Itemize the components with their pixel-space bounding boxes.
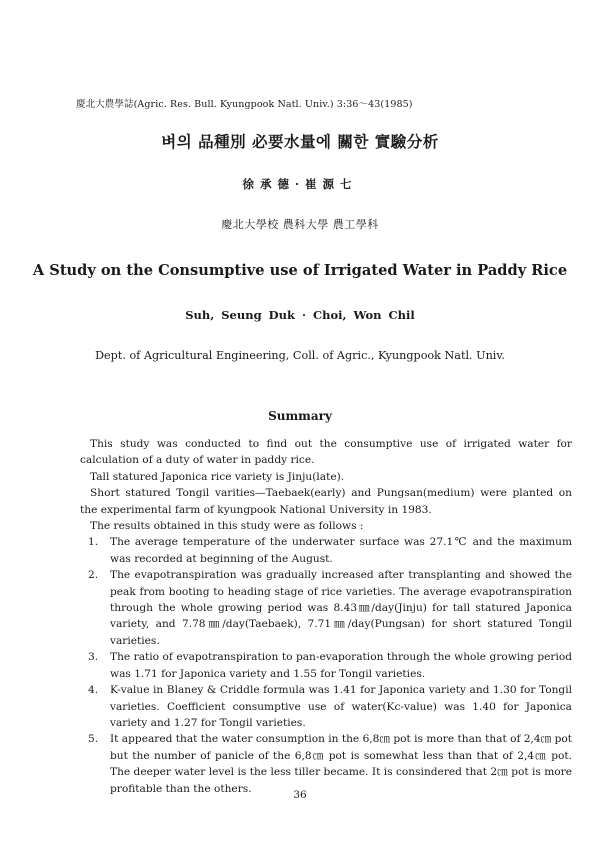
result-text: The evapotranspiration was gradually increased after transplanting and showed the peak from booting to heading stage of rice varieties. The average evapotranspiration through the whole growing period was 8.43㎜/day(Jinju) for tall statured Japonica variety, and 7.78㎜/day(Taebaek), 7.71㎜/day(Pungsan) for short statured Tongil varieties. [110,569,572,647]
summary-intro: This study was conducted to find out the consumptive use of irrigated water for calculation of a duty of water in paddy rice. [80,438,572,467]
result-number: 3. [88,651,99,664]
affiliation-english: Dept. of Agricultural Engineering, Coll. of Agric., Kyungpook Natl. Univ. [95,349,505,362]
result-item [80,731,572,797]
authors-korean: 徐承德·崔源七 [242,177,358,191]
summary-body [80,436,572,797]
result-item [80,567,572,649]
result-number: 2. [88,569,99,582]
journal-citation: 慶北大農學誌(Agric. Res. Bull. Kyungpook Natl. Univ.) 3:36～43(1985) [76,99,413,110]
summary-heading: Summary [268,409,332,423]
result-item [80,649,572,682]
summary-short-varieties: Short statured Tongil varities—Taebaek(early) and Pungsan(medium) were planted on the experimental farm of kyungpook National University in 1983. [80,487,572,516]
result-text: It appeared that the water consumption in the 6,8㎝ pot is more than that of 2,4㎝ pot but the number of panicle of the 6,8㎝ pot is somewhat less than that of 2,4㎝ pot. The deeper water level is the less tiller became. It is consindered that 2㎝ pot is more profitable than the others. [110,733,572,795]
result-text: K-value in Blaney & Criddle formula was 1.41 for Japonica variety and 1.30 for Tongil varieties. Coefficient consumptive use of water(Kc-value) was 1.40 for Japonica variety and 1.27 for Tongil varieties. [110,684,572,729]
result-text: The ratio of evapotranspiration to pan-evaporation through the whole growing period was 1.71 for Japonica variety and 1.55 for Tongil varieties. [110,651,572,680]
title-korean: 벼의 品種別 必要水量에 關한 實驗分析 [161,133,439,151]
authors-english: Suh, Seung Duk · Choi, Won Chil [185,308,415,322]
title-english: A Study on the Consumptive use of Irrigated Water in Paddy Rice [32,262,568,279]
result-number: 1. [88,536,99,549]
result-number: 4. [88,684,99,697]
result-item [80,682,572,731]
result-item [80,534,572,567]
result-text: The average temperature of the underwater surface was 27.1℃ and the maximum was recorded at beginning of the August. [110,536,572,565]
affiliation-korean: 慶北大學校 農科大學 農工學科 [221,218,379,231]
result-number: 5. [88,733,99,746]
page-number: 36 [293,789,307,801]
summary-results-intro: The results obtained in this study were as follows : [90,520,364,533]
results-list [80,534,572,797]
summary-tall-variety: Tall statured Japonica rice variety is Jinju(late). [90,470,345,483]
